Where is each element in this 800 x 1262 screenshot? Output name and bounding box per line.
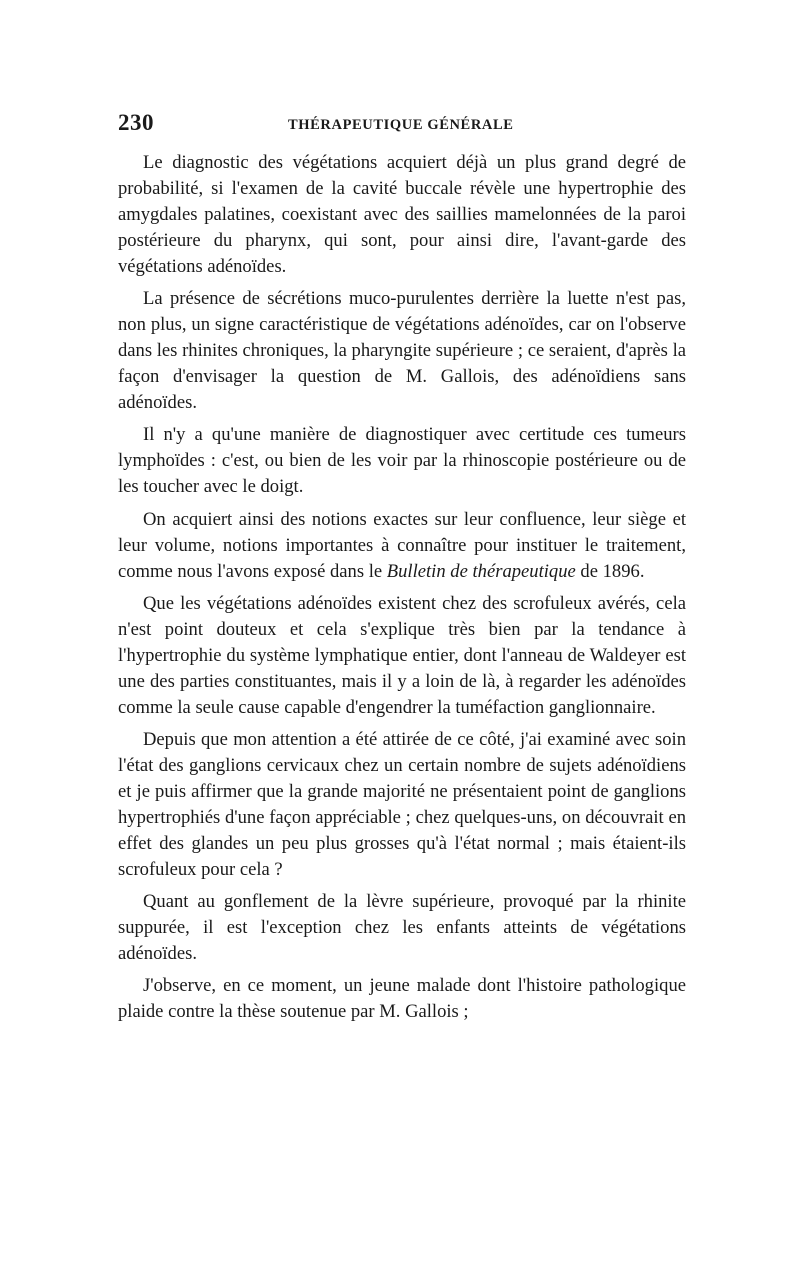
paragraph-4-text-after: de 1896. bbox=[575, 560, 645, 582]
body-text bbox=[118, 150, 686, 1025]
paragraph-8: J'observe, en ce moment, un jeune malade dont l'histoire pathologique plaide contre la thèse soutenue par M. Gallois ; bbox=[118, 975, 686, 1023]
paragraph-3: Il n'y a qu'une manière de diagnostiquer avec certitude ces tumeurs lymphoïdes : c'est, ou bien de les voir par la rhinoscopie postérieure ou de les toucher avec le doigt. bbox=[118, 424, 686, 498]
paragraph-7: Quant au gonflement de la lèvre supérieure, provoqué par la rhinite suppurée, il est l'exception chez les enfants atteints de végétations adénoïdes. bbox=[118, 891, 686, 965]
journal-title-italic: Bulletin de thérapeutique bbox=[386, 560, 576, 582]
paragraph-5: Que les végétations adénoïdes existent chez des scrofuleux avérés, cela n'est point douteux et cela s'explique très bien par la tendance à l'hypertrophie du système lymphatique entier, dont l'anneau de Waldeyer est une des parties constituantes, mais il y a loin de là, à regarder les adénoïdes comme la seule cause capable d'engendrer la tuméfaction ganglionnaire. bbox=[118, 592, 686, 718]
paragraph-6: Depuis que mon attention a été attirée de ce côté, j'ai examiné avec soin l'état des ganglions cervicaux chez un certain nombre de sujets adénoïdiens et je puis affirmer que la grande majorité ne présentaient point de ganglions hypertrophiés d'une façon appréciable ; chez quelques-uns, on découvrait en effet des glandes un peu plus grosses qu'à l'état normal ; mais étaient-ils scrofuleux pour cela ? bbox=[118, 728, 686, 880]
running-head bbox=[118, 110, 686, 144]
page-number: 230 bbox=[118, 110, 154, 135]
running-title: THÉRAPEUTIQUE GÉNÉRALE bbox=[288, 117, 514, 133]
paragraph-4 bbox=[118, 507, 686, 585]
book-page bbox=[118, 110, 686, 1032]
paragraph-1: Le diagnostic des végétations acquiert déjà un plus grand degré de probabilité, si l'examen de la cavité buccale révèle une hypertrophie des amygdales palatines, coexistant avec des saillies mamelonnées de la paroi postérieure du pharynx, qui sont, pour ainsi dire, l'avant-garde des végétations adénoïdes. bbox=[118, 152, 686, 277]
paragraph-4-text-before: On acquiert ainsi des notions exactes sur leur confluence, leur siège et leur volume, notions importantes à connaître pour instituer le traitement, comme nous l'avons exposé dans le bbox=[118, 508, 686, 582]
paragraph-2: La présence de sécrétions muco-purulentes derrière la luette n'est pas, non plus, un signe caractéristique de végétations adénoïdes, car on l'observe dans les rhinites chroniques, la pharyngite supérieure ; ce seraient, d'après la façon d'envisager la question de M. Gallois, des adénoïdiens sans adénoïdes. bbox=[118, 288, 686, 414]
